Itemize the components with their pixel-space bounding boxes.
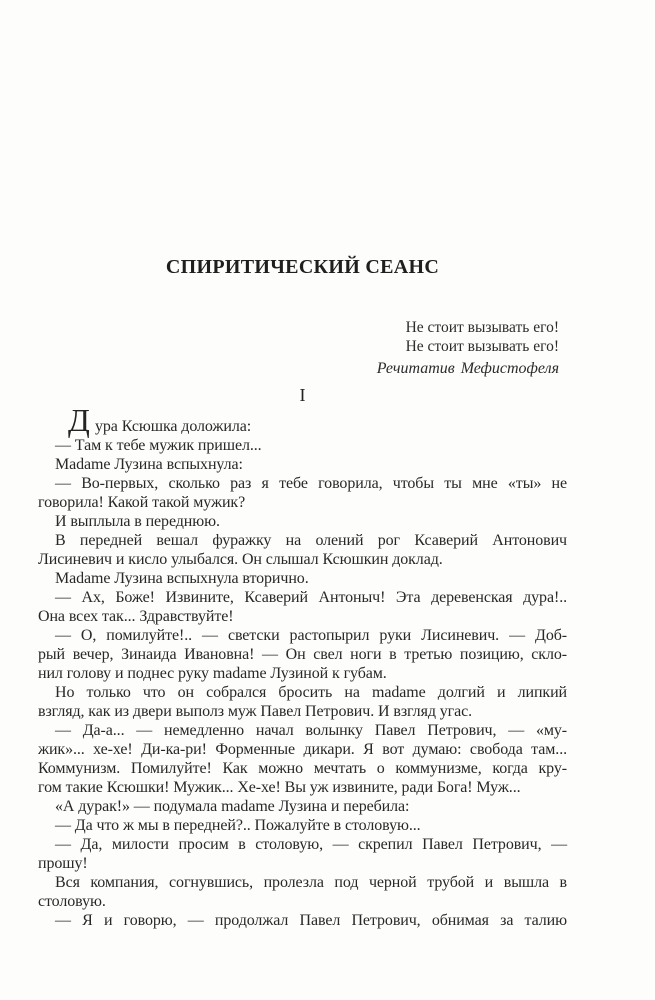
body-line: Madame Лузина вспыхнула:	[55, 456, 243, 473]
body-line: В передней вешал фуражку на олений рог Ксаверий Антонович	[55, 532, 567, 549]
body-line: жик»... хе-хе! Ди-ка-ри! Форменные дикари. Я вот думаю: свобода там...	[38, 741, 567, 758]
story-body	[38, 402, 567, 930]
body-line: Лисиневич и кисло улыбался. Он слышал Ксюшкин доклад.	[38, 551, 443, 568]
body-line: — Да, милости просим в столовую, — скрепил Павел Петрович, —	[55, 836, 567, 853]
body-line: — О, помилуйте!.. — светски растопырил руки Лисиневич. — Доб-	[55, 627, 567, 644]
chapter-heading: I	[299, 385, 306, 405]
epigraph	[377, 318, 559, 378]
body-line: — Там к тебе мужик пришел...	[55, 437, 262, 454]
epigraph-line: Не стоит вызывать его!	[405, 338, 559, 355]
body-line: И выплыла в переднюю.	[55, 513, 220, 530]
body-line: нил голову и поднес руку madame Лузиной к губам.	[38, 665, 387, 682]
body-line: говорила! Какой такой мужик?	[38, 494, 246, 511]
body-line: — Да что ж мы в передней?.. Пожалуйте в столовую...	[55, 817, 421, 834]
epigraph-line: Не стоит вызывать его!	[405, 319, 559, 336]
body-line: взгляд, как из двери выполз муж Павел Петрович. И взгляд угас.	[38, 703, 473, 720]
body-line: — Во-первых, сколько раз я тебе говорила, чтобы ты мне «ты» не	[55, 475, 567, 492]
drop-cap-letter: Д	[68, 402, 90, 438]
body-line: Но только что он собрался бросить на madame долгий и липкий	[55, 684, 567, 701]
body-line: Коммунизм. Помилуйте! Как можно мечтать о коммунизме, когда кру-	[38, 760, 567, 777]
body-line: Она всех так... Здравствуйте!	[38, 608, 234, 625]
body-line: Madame Лузина вспыхнула вторично.	[55, 570, 309, 587]
epigraph-attribution: Речитатив Мефистофеля	[376, 360, 559, 377]
body-line: — Да-а... — немедленно начал волынку Павел Петрович, — «му-	[55, 722, 567, 739]
body-line: столовую.	[38, 893, 106, 910]
body-line: рый вечер, Зинаида Ивановна! — Он свел ноги в третью позицию, скло-	[38, 646, 567, 663]
body-line: — Я и говорю, — продолжал Павел Петрович, обнимая за талию	[55, 912, 567, 929]
body-line: «А дурак!» — подумала madame Лузина и перебила:	[55, 798, 410, 815]
body-line: — Ах, Боже! Извините, Ксаверий Антоныч! Эта деревенская дура!..	[55, 589, 567, 606]
text-block	[38, 0, 567, 1000]
body-line: гом такие Ксюшки! Мужик... Хе-хе! Вы уж извините, ради Бога! Муж...	[38, 779, 521, 796]
body-line: прошу!	[38, 855, 88, 872]
story-title: СПИРИТИЧЕСКИЙ СЕАНС	[165, 256, 440, 278]
body-line: Вся компания, согнувшись, пролезла под черной трубой и вышла в	[55, 874, 567, 891]
body-line: Д ура Ксюшка доложила:	[68, 402, 252, 438]
